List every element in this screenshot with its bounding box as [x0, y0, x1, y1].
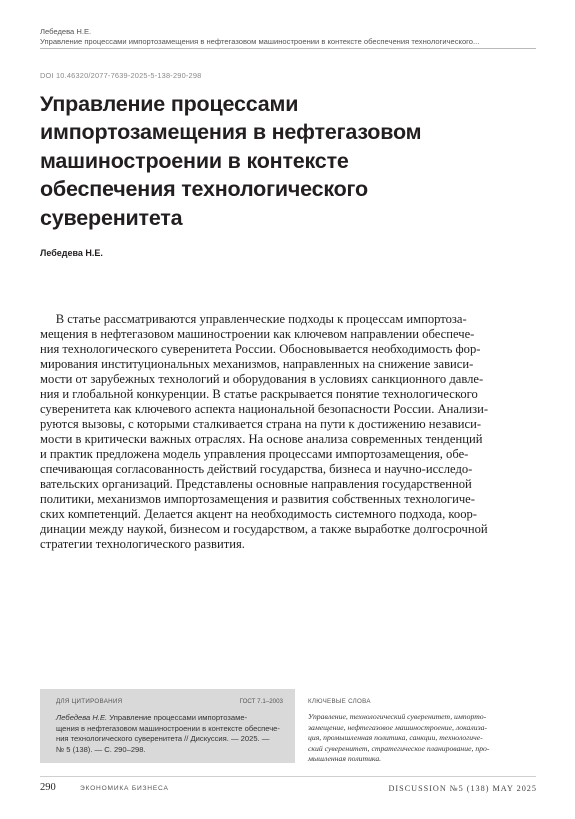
keywords-label: КЛЮЧЕВЫЕ СЛОВА	[308, 698, 371, 705]
running-header	[40, 27, 540, 46]
abstract-line: руются вызовы, с которыми сталкивается страна на пути к достижению независи-	[40, 417, 482, 432]
abstract-line: и практик предложена модель управления процессами импортозамещения, обе-	[40, 447, 469, 462]
abstract-line: мещения в нефтегазовом машиностроении как ключевом направлении обеспече-	[40, 327, 475, 342]
doi[interactable]: DOI 10.46320/2077-7639-2025-5-138-290-298	[40, 71, 202, 80]
keywords-line: ция, промышленная политика, санкции, технологиче-	[308, 733, 483, 743]
abstract-line: вательских организаций. Представлены основные направления государственной	[40, 477, 472, 492]
citation-line: Лебедева Н.Е. Управление процессами импортозаме-	[56, 713, 248, 722]
citation-line: ния технологического суверенитета // Дискуссия. — 2025. —	[56, 734, 270, 744]
title-line: суверенитета	[40, 205, 183, 230]
citation-line: щения в нефтегазовом машиностроении в контексте обеспече-	[56, 723, 280, 733]
abstract-line: динации между наукой, бизнесом и государством, а также выработке долгосрочной	[40, 522, 488, 537]
keywords-line: мышленная политика.	[308, 754, 382, 764]
journal-issue: DISCUSSION №5 (138) MAY 2025	[388, 784, 537, 793]
citation-line: № 5 (138). — С. 290–298.	[56, 744, 146, 754]
keywords-line: замещение, нефтегазовое машиностроение, локализа-	[308, 722, 488, 732]
keywords-text	[308, 712, 540, 765]
abstract-line: стратегии технологического развития.	[40, 537, 245, 552]
citation-standard: ГОСТ 7.1–2003	[239, 698, 283, 705]
running-header-author: Лебедева Н.Е.	[40, 27, 92, 36]
abstract-line: В статье рассматриваются управленческие подходы к процессам импортоза-	[40, 312, 467, 326]
abstract-line: суверенитета как ключевого аспекта национальной безопасности России. Анализи-	[40, 402, 489, 417]
abstract-line: мости в критически важных отраслях. На основе анализа современных тенденций	[40, 432, 483, 447]
page-number: 290	[40, 782, 56, 793]
citation-text	[56, 713, 288, 755]
article-title	[40, 90, 510, 232]
header-divider	[40, 48, 536, 49]
keywords-line: ский суверенитет, стратегическое планирование, про-	[308, 743, 490, 753]
abstract-line: мирования институциональных механизмов, направленных на снижение зависи-	[40, 357, 474, 372]
citation-header	[56, 698, 283, 708]
abstract-line: мости от зарубежных технологий и оборудования в условиях санкционного давле-	[40, 372, 484, 387]
title-line: машиностроении в контексте	[40, 148, 349, 173]
abstract	[40, 312, 540, 552]
keywords-line: Управление, технологический суверенитет, импорто-	[308, 712, 487, 721]
abstract-line: ния технологического суверенитета России. Обосновывается необходимость фор-	[40, 342, 481, 357]
abstract-line: политики, механизмов импортозамещения и развития собственных технологиче-	[40, 492, 475, 507]
citation-author: Лебедева Н.Е.	[56, 713, 108, 722]
abstract-line: ния и глобальной конкуренции. В статье раскрывается понятие технологического	[40, 387, 478, 402]
article-author: Лебедева Н.Е.	[40, 248, 103, 258]
footer-divider	[40, 776, 536, 777]
running-header-title: Управление процессами импортозамещения в нефтегазовом машиностроении в контексте обеспечения технологического...	[40, 36, 480, 46]
title-line: импортозамещения в нефтегазовом	[40, 120, 422, 145]
title-line: Управление процессами	[40, 92, 299, 116]
title-line: обеспечения технологического	[40, 177, 368, 202]
abstract-line: спечивающая согласованность действий государства, бизнеса и научно-исследо-	[40, 462, 473, 477]
citation-box	[40, 689, 295, 763]
citation-label: ДЛЯ ЦИТИРОВАНИЯ	[56, 698, 123, 705]
journal-section-name: ЭКОНОМИКА БИЗНЕСА	[80, 785, 169, 792]
abstract-line: ских компетенций. Делается акцент на необходимость системного подхода, коор-	[40, 507, 477, 522]
